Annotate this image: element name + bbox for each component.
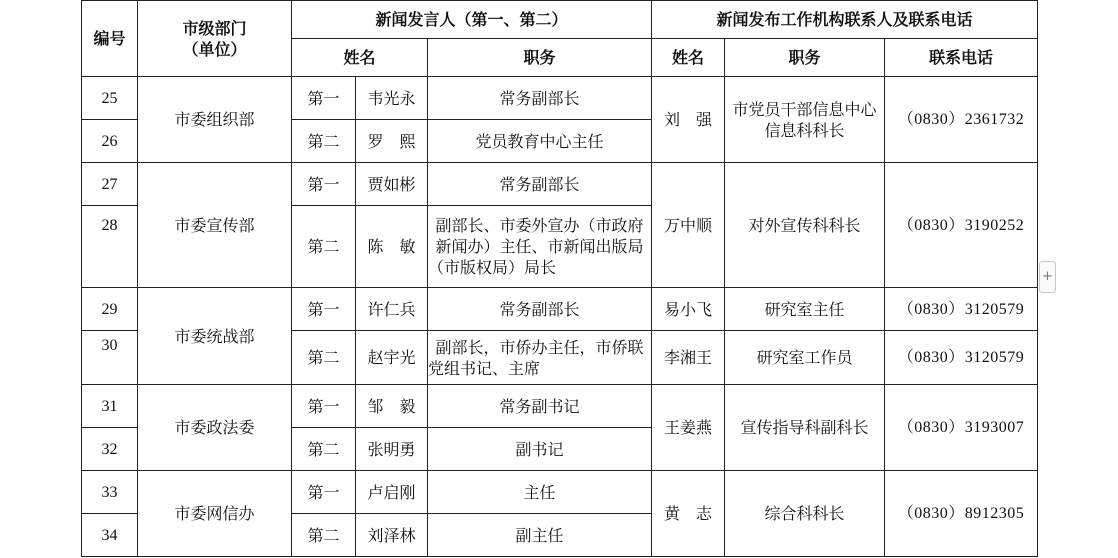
header-position: 职务 (428, 39, 652, 77)
spokesman-table (81, 0, 1038, 557)
name-cell: 贾如彬 (356, 163, 428, 206)
header-contact-group: 新闻发布工作机构联系人及联系电话 (652, 1, 1038, 39)
header-contact-position: 职务 (725, 39, 885, 77)
position-cell: 副部长，市侨办主任，市侨联党组书记、主席 (428, 331, 652, 385)
contact-phone-cell: （0830）3193007 (885, 385, 1038, 471)
header-dept (138, 1, 292, 77)
contact-name-cell: 黄 志 (652, 471, 725, 557)
row-number: 31 (82, 385, 138, 428)
contact-name-cell: 刘 强 (652, 77, 725, 163)
position-cell: 副主任 (428, 514, 652, 557)
table-row (82, 471, 1038, 514)
position-cell: 主任 (428, 471, 652, 514)
table-row (82, 77, 1038, 120)
contact-phone-cell: （0830）3190252 (885, 163, 1038, 288)
contact-phone-cell: （0830）3120579 (885, 288, 1038, 331)
contact-position-cell: 综合科科长 (725, 471, 885, 557)
row-number: 26 (82, 120, 138, 163)
header-name: 姓名 (292, 39, 428, 77)
rank-cell: 第一 (292, 288, 356, 331)
rank-cell: 第一 (292, 163, 356, 206)
name-cell: 许仁兵 (356, 288, 428, 331)
name-cell: 罗 熙 (356, 120, 428, 163)
position-cell: 常务副部长 (428, 163, 652, 206)
name-cell: 陈 敏 (356, 206, 428, 288)
rank-cell: 第一 (292, 471, 356, 514)
rank-cell: 第一 (292, 385, 356, 428)
contact-name-cell: 万中顺 (652, 163, 725, 288)
contact-phone-cell: （0830）3120579 (885, 331, 1038, 385)
row-number: 29 (82, 288, 138, 331)
header-dept-line2: （单位） (182, 39, 247, 59)
row-number: 34 (82, 514, 138, 557)
table-row (82, 163, 1038, 206)
row-number: 33 (82, 471, 138, 514)
position-cell: 副书记 (428, 428, 652, 471)
contact-name-cell: 李湘王 (652, 331, 725, 385)
rank-cell: 第二 (292, 120, 356, 163)
rank-cell: 第二 (292, 331, 356, 385)
dept-cell: 市委政法委 (138, 385, 292, 471)
header-phone: 联系电话 (885, 39, 1038, 77)
position-cell: 常务副部长 (428, 77, 652, 120)
position-cell: 副部长、市委外宣办（市政府新闻办）主任、市新闻出版局（市版权局）局长 (428, 206, 652, 288)
contact-position-cell: 研究室工作员 (725, 331, 885, 385)
rank-cell: 第二 (292, 206, 356, 288)
name-cell: 邹 毅 (356, 385, 428, 428)
contact-position-cell: 研究室主任 (725, 288, 885, 331)
name-cell: 卢启刚 (356, 471, 428, 514)
rank-cell: 第二 (292, 514, 356, 557)
contact-name-cell: 王姜燕 (652, 385, 725, 471)
contact-name-cell: 易小飞 (652, 288, 725, 331)
expand-plus-button[interactable]: + (1039, 261, 1056, 293)
contact-position-cell: 市党员干部信息中心信息科科长 (725, 77, 885, 163)
contact-position-cell: 宣传指导科副科长 (725, 385, 885, 471)
name-cell: 韦光永 (356, 77, 428, 120)
row-number: 32 (82, 428, 138, 471)
position-cell: 常务副书记 (428, 385, 652, 428)
dept-cell: 市委组织部 (138, 77, 292, 163)
dept-cell: 市委网信办 (138, 471, 292, 557)
position-cell: 党员教育中心主任 (428, 120, 652, 163)
row-number: 28 (82, 206, 138, 288)
contact-phone-cell: （0830）8912305 (885, 471, 1038, 557)
name-cell: 张明勇 (356, 428, 428, 471)
name-cell: 赵宇光 (356, 331, 428, 385)
header-dept-line1: 市级部门 (182, 18, 247, 38)
rank-cell: 第一 (292, 77, 356, 120)
dept-cell: 市委宣传部 (138, 163, 292, 288)
position-cell: 常务副部长 (428, 288, 652, 331)
row-number: 25 (82, 77, 138, 120)
header-no: 编号 (82, 1, 138, 77)
name-cell: 刘泽林 (356, 514, 428, 557)
header-contact-name: 姓名 (652, 39, 725, 77)
contact-phone-cell: （0830）2361732 (885, 77, 1038, 163)
dept-cell: 市委统战部 (138, 288, 292, 385)
table-row (82, 288, 1038, 331)
contact-position-cell: 对外宣传科科长 (725, 163, 885, 288)
table-row (82, 385, 1038, 428)
row-number: 30 (82, 331, 138, 385)
rank-cell: 第二 (292, 428, 356, 471)
row-number: 27 (82, 163, 138, 206)
header-spokesman-group: 新闻发言人（第一、第二） (292, 1, 652, 39)
